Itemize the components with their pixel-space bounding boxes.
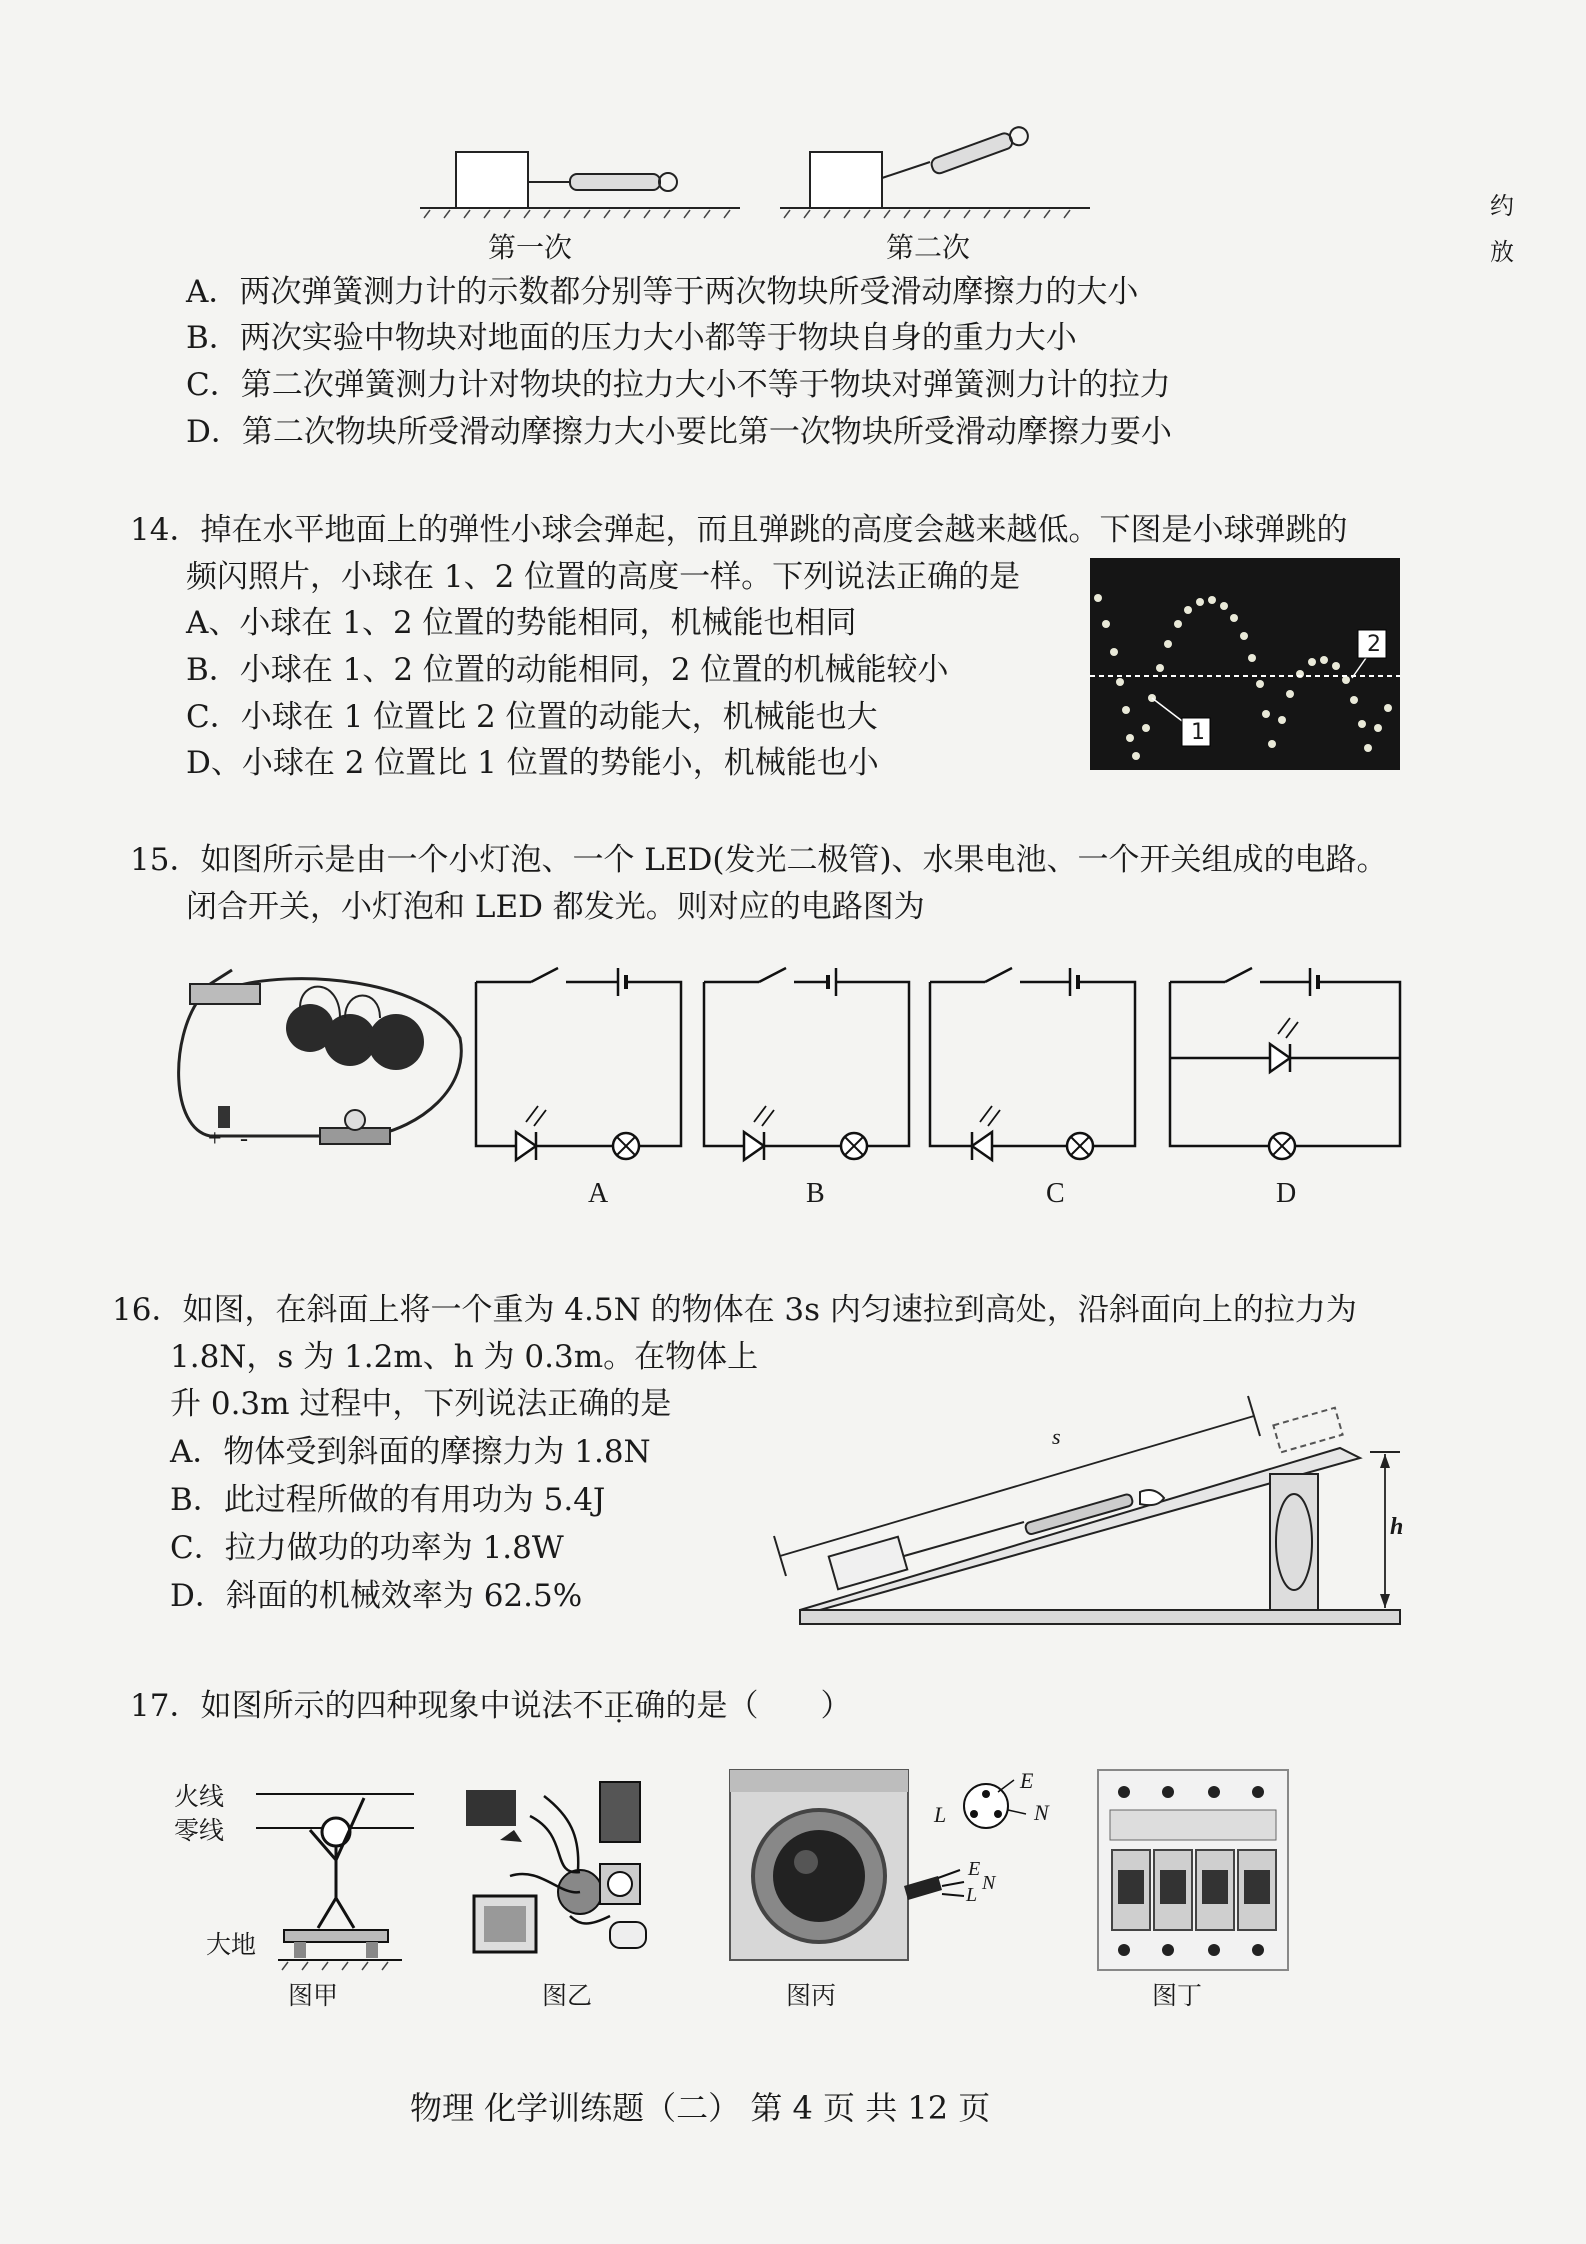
switch (531, 968, 558, 982)
q14-option-b: B．小球在 1、2 位置的动能相同，2 位置的机械能较小 (186, 652, 949, 688)
circuit-a (476, 982, 686, 1152)
photo-plus: + (208, 1126, 222, 1152)
photo-label-1: 1 (1191, 720, 1205, 745)
q16-stem-line2: 1.8N，s 为 1.2m、h 为 0.3m。在物体上 (170, 1339, 759, 1375)
q17-stem-emphasis: 不正确 (572, 1688, 666, 1724)
fig-jia-label-live: 火线 (174, 1782, 225, 1811)
circuit-d (1170, 982, 1400, 1152)
socket-l: L (934, 1802, 947, 1827)
photo-minus: - (240, 1126, 248, 1152)
q13-option-d: D．第二次物块所受滑动摩擦力大小要比第一次物块所受滑动摩擦力要小 (186, 414, 1172, 450)
fig-jia-label-neutral: 零线 (174, 1816, 225, 1845)
circuit-b (704, 982, 914, 1152)
spring-scale (570, 174, 660, 190)
q13-option-b: B．两次实验中物块对地面的压力大小都等于物块自身的重力大小 (186, 320, 1077, 356)
q13-option-c: C．第二次弹簧测力计对物块的拉力大小不等于物块对弹簧测力计的拉力 (186, 367, 1171, 403)
q14-option-a: A、小球在 1、2 位置的势能相同，机械能也相同 (186, 605, 857, 641)
incline-h-label: h (1390, 1514, 1404, 1540)
q14-bounce-photo (1090, 558, 1400, 770)
person (310, 1798, 364, 1928)
circuit-c (930, 982, 1140, 1152)
page-footer: 物理 化学训练题（二） 第 4 页 共 12 页 (410, 2089, 991, 2127)
q17-stem-suffix: 的是（ ） (665, 1688, 852, 1724)
incline-s-label: s (1052, 1424, 1061, 1449)
photo-label-2: 2 (1367, 632, 1381, 657)
fig-yi-caption: 图乙 (542, 1981, 593, 2010)
q16-option-a: A．物体受到斜面的摩擦力为 1.8N (170, 1434, 651, 1470)
plug-icon (904, 1870, 964, 1900)
fig-ding (1098, 1770, 1288, 1970)
fig-bing (724, 1766, 1054, 1966)
plug-l: L (966, 1884, 978, 1906)
socket-icon (964, 1780, 1026, 1828)
q15-stem-line1: 15．如图所示是由一个小灯泡、一个 LED(发光二极管)、水果电池、一个开关组成的电路。 (130, 842, 1388, 878)
circuit-label-b: B (806, 1178, 825, 1209)
lamp-symbol (613, 1133, 639, 1159)
q14-stem-line2: 频闪照片，小球在 1、2 位置的高度一样。下列说法正确的是 (186, 559, 1021, 595)
fig-yi (460, 1776, 660, 1966)
q13-option-a: A．两次弹簧测力计的示数都分别等于两次物块所受滑动摩擦力的大小 (186, 274, 1139, 310)
q17-stem (130, 1686, 851, 1726)
margin-text-2: 放 (1490, 238, 1514, 266)
q14-option-d: D、小球在 2 位置比 1 位置的势能小，机械能也小 (186, 745, 879, 781)
q16-stem-line1: 16．如图，在斜面上将一个重为 4.5N 的物体在 3s 内匀速拉到高处，沿斜面向上的拉力为 (112, 1292, 1357, 1328)
block (810, 152, 882, 208)
q16-option-c: C．拉力做功的功率为 1.8W (170, 1530, 564, 1566)
block (456, 152, 528, 208)
q14-stem-line1: 14．掉在水平地面上的弹性小球会弹起，而且弹跳的高度会越来越低。下图是小球弹跳的 (130, 512, 1348, 548)
circuit-label-c: C (1046, 1178, 1065, 1209)
q16-option-d: D．斜面的机械效率为 62.5% (170, 1578, 583, 1614)
q14-option-c: C．小球在 1 位置比 2 位置的动能大，机械能也大 (186, 699, 878, 735)
socket-n: N (1034, 1800, 1049, 1825)
fig-jia-caption: 图甲 (288, 1981, 339, 2010)
spring-scale (930, 131, 1014, 175)
q13-caption-first: 第一次 (488, 231, 573, 264)
circuit-label-a: A (588, 1178, 609, 1209)
q13-figure-first (420, 140, 760, 220)
q13-caption-second: 第二次 (886, 231, 971, 264)
q16-stem-line3: 升 0.3m 过程中，下列说法正确的是 (170, 1386, 672, 1422)
socket-e: E (1020, 1768, 1034, 1793)
fig-bing-caption: 图丙 (786, 1981, 837, 2010)
q16-incline-figure (780, 1376, 1420, 1636)
q17-stem-prefix: 17．如图所示的四种现象中说法 (130, 1688, 573, 1724)
q13-figure-second (780, 140, 1100, 220)
plug-e: E (968, 1858, 981, 1880)
q16-option-b: B．此过程所做的有用功为 5.4J (170, 1482, 606, 1518)
fig-jia-label-ground: 大地 (206, 1930, 257, 1959)
plug-n: N (982, 1872, 996, 1894)
led-symbol (516, 1106, 546, 1160)
fig-ding-caption: 图丁 (1152, 1981, 1203, 2010)
q15-stem-line2: 闭合开关，小灯泡和 LED 都发光。则对应的电路图为 (186, 889, 925, 925)
margin-text-1: 约 (1490, 192, 1514, 220)
circuit-label-d: D (1276, 1178, 1297, 1209)
